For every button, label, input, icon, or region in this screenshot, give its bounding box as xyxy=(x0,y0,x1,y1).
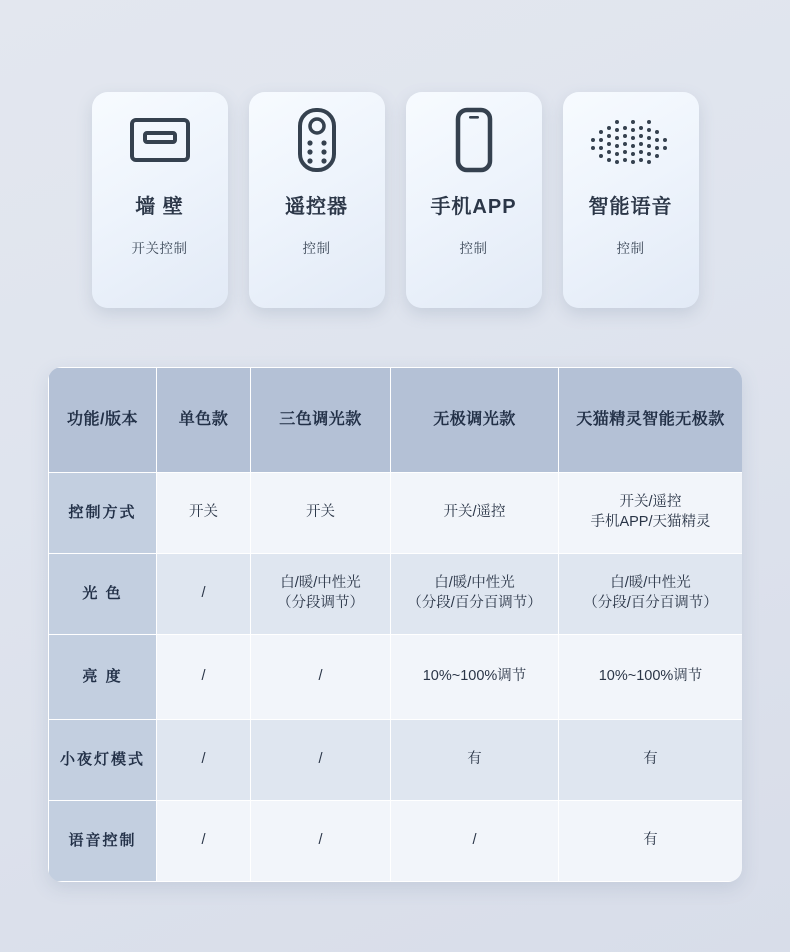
feature-cards xyxy=(0,92,790,308)
table-cell: 10%~100%调节 xyxy=(391,635,559,720)
table-cell: 白/暖/中性光 （分段调节） xyxy=(251,554,391,635)
row-label: 亮 度 xyxy=(49,635,157,720)
card-subtitle: 控制 xyxy=(459,241,488,256)
card-title: 遥控器 xyxy=(285,196,348,218)
row-label: 小夜灯模式 xyxy=(49,720,157,801)
table-header-cell: 天猫精灵智能无极款 xyxy=(559,368,743,473)
table-header-row xyxy=(49,368,743,473)
table-cell: / xyxy=(157,720,251,801)
table-cell: 白/暖/中性光 （分段/百分百调节） xyxy=(391,554,559,635)
table-header-cell: 三色调光款 xyxy=(251,368,391,473)
card-subtitle: 控制 xyxy=(302,241,331,256)
table-cell: 开关 xyxy=(157,473,251,554)
card-wall-switch[interactable] xyxy=(92,92,228,308)
table-cell: / xyxy=(251,801,391,882)
table-cell: 有 xyxy=(559,720,743,801)
card-remote-control[interactable] xyxy=(249,92,385,308)
card-smart-voice[interactable] xyxy=(563,92,699,308)
card-mobile-app[interactable] xyxy=(406,92,542,308)
table-row xyxy=(49,554,743,635)
card-title: 墙 壁 xyxy=(135,196,184,218)
table-cell: 白/暖/中性光 （分段/百分百调节） xyxy=(559,554,743,635)
table-header-cell: 功能/版本 xyxy=(49,368,157,473)
table-cell: 10%~100%调节 xyxy=(559,635,743,720)
table-cell: / xyxy=(157,554,251,635)
table-row xyxy=(49,801,743,882)
card-title: 智能语音 xyxy=(588,196,673,218)
table-cell: 开关/遥控 xyxy=(391,473,559,554)
table-cell: / xyxy=(157,635,251,720)
table-cell: 开关/遥控 手机APP/天猫精灵 xyxy=(559,473,743,554)
table-cell: / xyxy=(157,801,251,882)
voice-wave-icon xyxy=(588,92,674,188)
table-row xyxy=(49,720,743,801)
table-row xyxy=(49,473,743,554)
smartphone-icon xyxy=(454,92,494,188)
table-cell: / xyxy=(251,635,391,720)
table-cell: / xyxy=(251,720,391,801)
table-header-cell: 单色款 xyxy=(157,368,251,473)
remote-control-icon xyxy=(297,92,337,188)
row-label: 语音控制 xyxy=(49,801,157,882)
table-cell: 有 xyxy=(391,720,559,801)
table-cell: 有 xyxy=(559,801,743,882)
card-subtitle: 控制 xyxy=(616,241,645,256)
row-label: 控制方式 xyxy=(49,473,157,554)
row-label: 光 色 xyxy=(49,554,157,635)
comparison-table xyxy=(48,367,742,882)
card-subtitle: 开关控制 xyxy=(131,241,188,256)
table-cell: 开关 xyxy=(251,473,391,554)
table-row xyxy=(49,635,743,720)
card-title: 手机APP xyxy=(430,196,517,218)
table-header-cell: 无极调光款 xyxy=(391,368,559,473)
wall-switch-icon xyxy=(129,92,191,188)
table-cell: / xyxy=(391,801,559,882)
